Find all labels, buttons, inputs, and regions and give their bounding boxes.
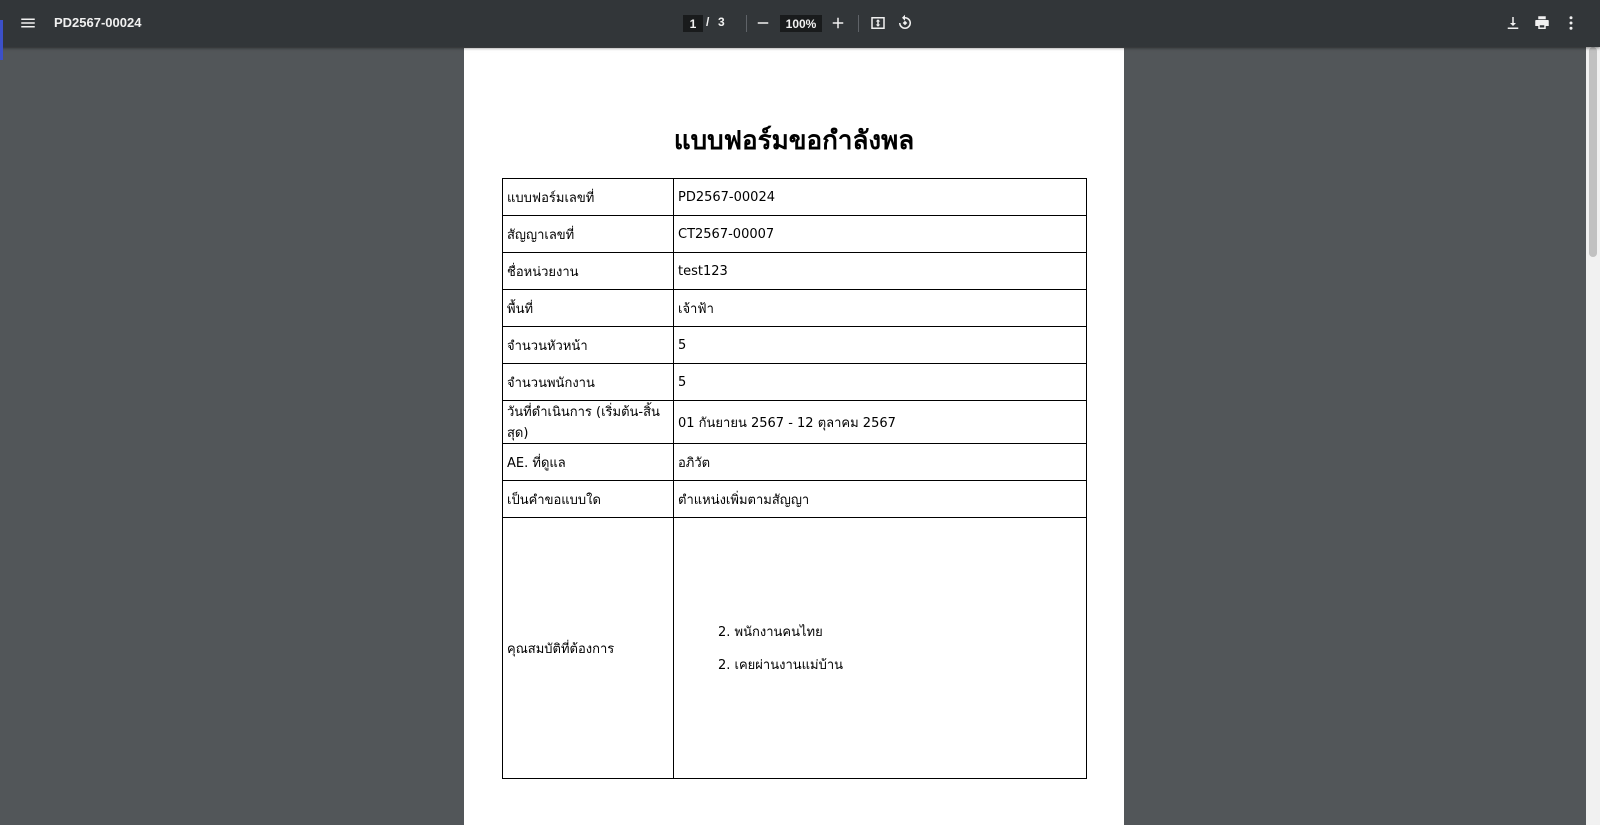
table-row — [503, 290, 1087, 327]
row-value: ตำแหน่งเพิ่มตามสัญญา — [674, 481, 1087, 518]
pdf-page — [464, 48, 1124, 825]
zoom-out-icon[interactable] — [749, 9, 777, 37]
qualifications-label: คุณสมบัติที่ต้องการ — [503, 518, 674, 779]
form-table — [502, 178, 1087, 779]
row-label: แบบฟอร์มเลขที่ — [503, 179, 674, 216]
row-value: อภิวัต — [674, 444, 1087, 481]
row-label: เป็นคำขอแบบใด — [503, 481, 674, 518]
table-row — [503, 253, 1087, 290]
toolbar-divider — [746, 15, 747, 32]
zoom-in-icon[interactable] — [824, 9, 852, 37]
row-value: CT2567-00007 — [674, 216, 1087, 253]
page-total: 3 — [718, 15, 725, 29]
row-label: ชื่อหน่วยงาน — [503, 253, 674, 290]
table-row-qualifications — [503, 518, 1087, 779]
table-row — [503, 481, 1087, 518]
row-value: 5 — [674, 327, 1087, 364]
row-label: จำนวนหัวหน้า — [503, 327, 674, 364]
document-title: PD2567-00024 — [54, 15, 142, 30]
row-value: 5 — [674, 364, 1087, 401]
row-value: test123 — [674, 253, 1087, 290]
pdf-viewer-area — [0, 47, 1600, 825]
page-number-input[interactable] — [683, 15, 703, 32]
zoom-level-input[interactable] — [780, 15, 822, 32]
row-label: สัญญาเลขที่ — [503, 216, 674, 253]
qualification-item: 2. พนักงานคนไทย — [718, 625, 823, 640]
row-label: พื้นที่ — [503, 290, 674, 327]
menu-icon[interactable] — [14, 9, 42, 37]
fit-page-icon[interactable] — [864, 9, 892, 37]
rotate-icon[interactable] — [891, 9, 919, 37]
row-value: PD2567-00024 — [674, 179, 1087, 216]
row-label: จำนวนพนักงาน — [503, 364, 674, 401]
table-row — [503, 327, 1087, 364]
qualification-item: 2. เคยผ่านงานแม่บ้าน — [718, 658, 844, 673]
more-vert-icon[interactable] — [1557, 9, 1585, 37]
left-edge-accent — [0, 20, 3, 60]
toolbar-divider — [858, 15, 859, 32]
scrollbar-thumb[interactable] — [1589, 47, 1597, 257]
row-value: เจ้าฟ้า — [674, 290, 1087, 327]
form-title: แบบฟอร์มขอกำลังพล — [673, 126, 915, 156]
row-label: วันที่ดำเนินการ (เริ่มต้น-สิ้นสุด) — [503, 401, 674, 444]
page-separator: / — [706, 15, 710, 29]
table-row — [503, 444, 1087, 481]
qualifications-value — [674, 518, 1087, 779]
table-row — [503, 401, 1087, 444]
pdf-toolbar — [0, 0, 1600, 47]
table-row — [503, 216, 1087, 253]
download-icon[interactable] — [1499, 9, 1527, 37]
qualifications-list — [678, 621, 1082, 675]
row-label: AE. ที่ดูแล — [503, 444, 674, 481]
row-value: 01 กันยายน 2567 - 12 ตุลาคม 2567 — [674, 401, 1087, 444]
print-icon[interactable] — [1528, 9, 1556, 37]
table-row — [503, 364, 1087, 401]
table-row — [503, 179, 1087, 216]
